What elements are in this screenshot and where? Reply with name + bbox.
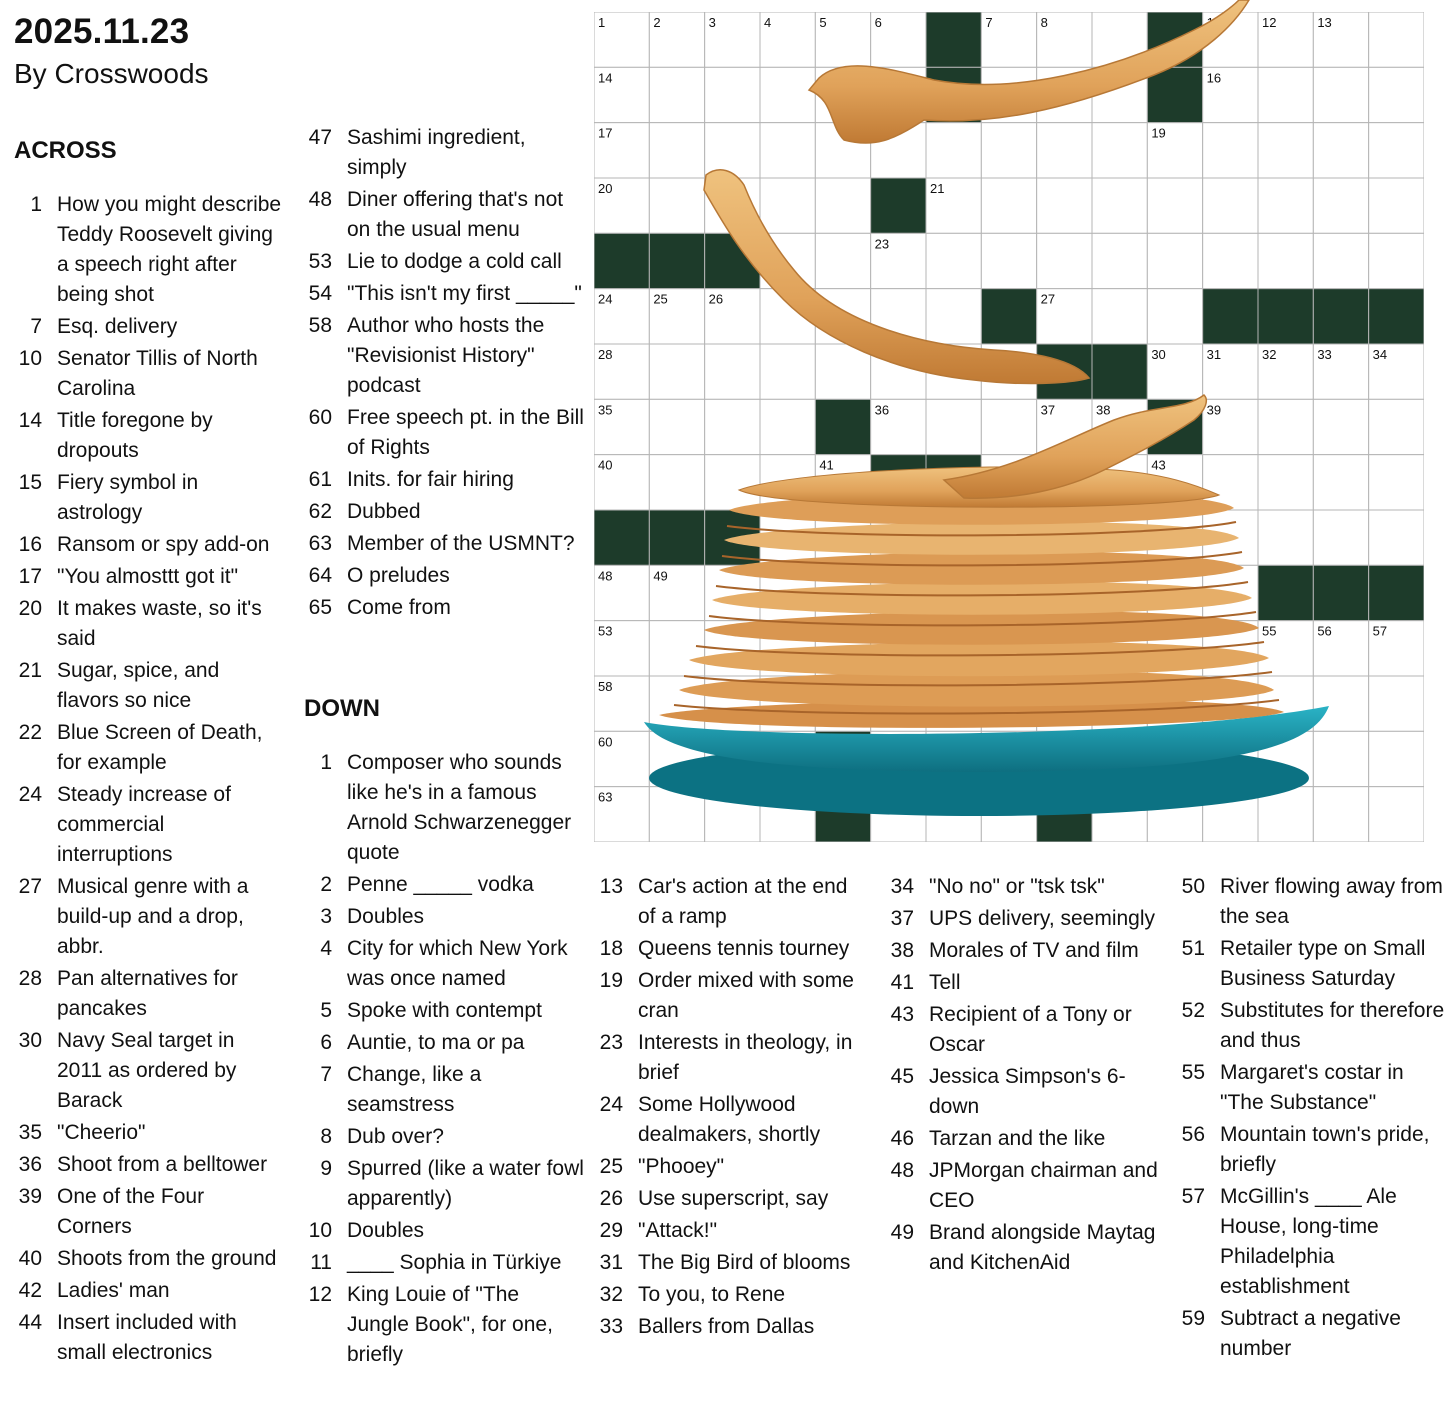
clue-number: 18 (599, 937, 623, 960)
clue-text: Order mixed with some cran (638, 969, 854, 1022)
cell-number: 48 (598, 568, 613, 584)
down-clue[interactable] (886, 1218, 1161, 1278)
down-clue-list-continued (595, 872, 870, 1344)
clue-number: 48 (890, 1159, 914, 1182)
cell-number: 28 (598, 347, 613, 362)
cell-number: 17 (598, 125, 613, 141)
down-clue[interactable] (886, 1062, 1161, 1122)
cell-number: 38 (1096, 402, 1111, 418)
cell-number: 43 (1151, 457, 1166, 473)
down-clue[interactable] (304, 1248, 586, 1278)
clue-number: 8 (320, 1125, 332, 1148)
clue-number: 48 (308, 188, 332, 211)
clue-number: 65 (308, 596, 332, 619)
across-clue[interactable] (304, 403, 586, 463)
clue-text: Margaret's costar in "The Substance" (1220, 1061, 1404, 1114)
down-clue[interactable] (304, 1280, 586, 1370)
clue-number: 45 (890, 1065, 914, 1088)
across-clue-list-continued (304, 123, 586, 625)
clue-number: 24 (18, 783, 42, 806)
cell-number: 53 (598, 623, 613, 639)
cell-number: 6 (874, 15, 882, 30)
across-clue[interactable] (14, 312, 284, 342)
across-clue[interactable] (14, 1026, 284, 1116)
clue-number: 53 (308, 250, 332, 273)
clue-number: 44 (18, 1311, 42, 1334)
down-clue[interactable] (886, 1000, 1161, 1060)
clue-text: Navy Seal target in 2011 as ordered by Barack (57, 1029, 237, 1112)
down-clue[interactable] (304, 1028, 586, 1058)
clue-text: Steady increase of commercial interruptions (57, 783, 231, 866)
across-clue[interactable] (14, 656, 284, 716)
clue-number: 34 (890, 875, 914, 898)
cell-number: 24 (598, 291, 613, 307)
cell-number: 16 (1206, 70, 1222, 86)
down-clue[interactable] (1177, 1058, 1452, 1118)
clue-text: Shoot from a belltower (57, 1153, 268, 1176)
clue-number: 43 (890, 1003, 914, 1026)
clue-text: It makes waste, so it's said (57, 597, 262, 650)
clue-number: 31 (599, 1251, 623, 1274)
across-clue[interactable] (304, 497, 586, 527)
crepe-stack-illustration (594, 0, 1424, 845)
across-clue[interactable] (14, 1182, 284, 1242)
cell-number: 3 (708, 15, 716, 30)
across-clue[interactable] (14, 190, 284, 310)
clue-text: Recipient of a Tony or Oscar (929, 1003, 1132, 1056)
cell-number: 40 (598, 457, 613, 473)
clue-text: Auntie, to ma or pa (347, 1031, 525, 1054)
down-clue-list (304, 748, 586, 1372)
cell-number: 41 (819, 457, 834, 473)
cell-number: 63 (598, 789, 613, 805)
clue-number: 37 (890, 907, 914, 930)
across-clue-list (14, 190, 284, 1370)
down-clue[interactable] (304, 1122, 586, 1152)
across-clue[interactable] (14, 468, 284, 528)
cell-number: 7 (985, 15, 993, 30)
across-clue[interactable] (14, 780, 284, 870)
clue-text: Ransom or spy add-on (57, 533, 270, 556)
clue-text: Jessica Simpson's 6-down (929, 1065, 1126, 1118)
across-clue[interactable] (14, 344, 284, 404)
across-clue[interactable] (14, 530, 284, 560)
flying-crepe-top (809, 0, 1249, 143)
clue-number: 51 (1181, 937, 1205, 960)
clue-text: Composer who sounds like he's in a famous Arnold Schwarzenegger quote (347, 751, 572, 864)
clue-text: "You almosttt got it" (57, 565, 239, 588)
clue-text: Pan alternatives for pancakes (57, 967, 238, 1020)
clue-number: 1 (30, 193, 42, 216)
down-clue[interactable] (1177, 872, 1452, 932)
clue-text: Dubbed (347, 500, 421, 523)
down-clue[interactable] (595, 934, 870, 964)
across-clue[interactable] (304, 247, 586, 277)
down-clue[interactable] (886, 968, 1161, 998)
clue-text: Come from (347, 596, 451, 619)
across-heading: ACROSS (14, 137, 117, 164)
clue-text: Substitutes for therefore and thus (1220, 999, 1445, 1052)
clue-text: Brand alongside Maytag and KitchenAid (929, 1221, 1156, 1274)
clue-text: ____ Sophia in Türkiye (347, 1251, 562, 1274)
crepe-stack (659, 467, 1284, 728)
cell-number: 26 (708, 291, 724, 307)
down-clue[interactable] (886, 936, 1161, 966)
clue-number: 55 (1181, 1061, 1205, 1084)
across-clue[interactable] (304, 279, 586, 309)
cell-number: 8 (1040, 15, 1048, 30)
clue-text: Mountain town's pride, briefly (1220, 1123, 1430, 1176)
clue-number: 15 (18, 471, 42, 494)
clue-text: Subtract a negative number (1220, 1307, 1401, 1360)
clue-number: 56 (1181, 1123, 1205, 1146)
clue-text: Retailer type on Small Business Saturday (1220, 937, 1426, 990)
clue-text: Ladies' man (57, 1279, 170, 1302)
clue-text: Sugar, spice, and flavors so nice (57, 659, 220, 712)
down-clue[interactable] (304, 870, 586, 900)
clue-text: Queens tennis tourney (638, 937, 850, 960)
cell-number: 49 (653, 568, 668, 584)
clue-text: Shoots from the ground (57, 1247, 277, 1270)
clue-text: Morales of TV and film (929, 939, 1139, 962)
clue-number: 26 (599, 1187, 623, 1210)
clue-text: Member of the USMNT? (347, 532, 575, 555)
clue-text: Fiery symbol in astrology (57, 471, 199, 524)
down-clue-list-continued (1177, 872, 1452, 1366)
puzzle-byline: By Crosswoods (14, 58, 209, 89)
clue-text: How you might describe Teddy Roosevelt giving a speech right after being shot (57, 193, 282, 306)
clue-text: Author who hosts the "Revisionist History" podcast (347, 314, 545, 397)
cell-number: 23 (874, 236, 890, 252)
clue-text: Tell (929, 971, 961, 994)
across-clue[interactable] (304, 561, 586, 591)
clue-text: Tarzan and the like (929, 1127, 1106, 1150)
clue-number: 16 (18, 533, 42, 556)
clue-text: Dub over? (347, 1125, 444, 1148)
clue-text: Inits. for fair hiring (347, 468, 514, 491)
clue-number: 7 (320, 1063, 332, 1086)
clue-text: Change, like a seamstress (347, 1063, 482, 1116)
cell-number: 55 (1262, 623, 1277, 639)
clue-number: 38 (890, 939, 914, 962)
across-clue[interactable] (304, 311, 586, 401)
clue-number: 61 (308, 468, 332, 491)
clue-number: 27 (18, 875, 42, 898)
cell-number: 36 (874, 402, 890, 418)
down-clue[interactable] (1177, 1120, 1452, 1180)
clue-text: Doubles (347, 1219, 425, 1242)
cell-number: 21 (930, 181, 945, 196)
clue-number: 21 (18, 659, 42, 682)
clue-number: 39 (18, 1185, 42, 1208)
down-clue[interactable] (595, 1152, 870, 1182)
across-clue[interactable] (14, 1150, 284, 1180)
clue-number: 29 (599, 1219, 623, 1242)
down-clue[interactable] (595, 872, 870, 932)
clue-number: 23 (599, 1031, 623, 1054)
clue-text: River flowing away from the sea (1220, 875, 1443, 928)
clue-text: "No no" or "tsk tsk" (929, 875, 1105, 898)
across-clue[interactable] (14, 1118, 284, 1148)
clue-text: Blue Screen of Death, for example (57, 721, 263, 774)
down-clue[interactable] (595, 1216, 870, 1246)
clue-number: 46 (890, 1127, 914, 1150)
clue-number: 19 (599, 969, 623, 992)
cell-number: 32 (1262, 347, 1277, 362)
down-clue[interactable] (304, 902, 586, 932)
cell-number: 1 (598, 15, 606, 30)
cell-number: 4 (764, 15, 772, 30)
clue-number: 13 (599, 875, 623, 898)
cell-number: 2 (653, 15, 661, 30)
down-clue[interactable] (1177, 1182, 1452, 1302)
clue-number: 41 (890, 971, 914, 994)
clue-text: Spurred (like a water fowl apparently) (347, 1157, 584, 1210)
clue-number: 17 (18, 565, 42, 588)
clue-text: Penne _____ vodka (347, 873, 534, 896)
down-clue[interactable] (595, 1312, 870, 1342)
clue-number: 52 (1181, 999, 1205, 1022)
down-clue[interactable] (886, 904, 1161, 934)
across-clue[interactable] (304, 529, 586, 559)
clue-number: 40 (18, 1247, 42, 1270)
clue-number: 10 (18, 347, 42, 370)
clue-text: Title foregone by dropouts (57, 409, 213, 462)
clue-text: Diner offering that's not on the usual menu (347, 188, 564, 241)
clue-number: 24 (599, 1093, 623, 1116)
clue-number: 36 (18, 1153, 42, 1176)
clue-number: 20 (18, 597, 42, 620)
clue-number: 63 (308, 532, 332, 555)
clue-text: Use superscript, say (638, 1187, 829, 1210)
clue-text: Lie to dodge a cold call (347, 250, 562, 273)
clue-text: Musical genre with a build-up and a drop, abbr. (57, 875, 249, 958)
clue-number: 35 (18, 1121, 42, 1144)
across-clue[interactable] (14, 594, 284, 654)
clue-number: 1 (320, 751, 332, 774)
down-clue[interactable] (304, 1154, 586, 1214)
cell-number: 39 (1206, 402, 1222, 418)
cell-number: 60 (598, 734, 613, 750)
clue-number: 12 (308, 1283, 332, 1306)
cell-number: 13 (1317, 15, 1332, 30)
clue-text: Doubles (347, 905, 425, 928)
clue-number: 2 (320, 873, 332, 896)
clue-text: The Big Bird of blooms (638, 1251, 851, 1274)
clue-text: Ballers from Dallas (638, 1315, 815, 1338)
down-clue[interactable] (595, 1028, 870, 1088)
down-clue[interactable] (595, 1090, 870, 1150)
down-clue[interactable] (595, 1280, 870, 1310)
cell-number: 37 (1040, 402, 1056, 418)
cell-number: 57 (1372, 623, 1388, 639)
cell-number: 5 (819, 15, 827, 30)
clue-number: 62 (308, 500, 332, 523)
clue-text: City for which New York was once named (347, 937, 568, 990)
cell-number: 33 (1317, 347, 1332, 362)
cell-number: 34 (1372, 347, 1388, 362)
flying-crepe-middle (704, 170, 1089, 384)
clue-number: 22 (18, 721, 42, 744)
across-clue[interactable] (304, 123, 586, 183)
down-clue[interactable] (595, 966, 870, 1026)
clue-number: 58 (308, 314, 332, 337)
clue-number: 30 (18, 1029, 42, 1052)
down-clue-list-continued (886, 872, 1161, 1280)
clue-text: Some Hollywood dealmakers, shortly (638, 1093, 821, 1146)
clue-number: 42 (18, 1279, 42, 1302)
clue-number: 11 (310, 1251, 332, 1274)
down-clue[interactable] (1177, 996, 1452, 1056)
clue-number: 32 (599, 1283, 623, 1306)
clue-number: 33 (599, 1315, 623, 1338)
clue-text: Car's action at the end of a ramp (638, 875, 848, 928)
down-clue[interactable] (304, 996, 586, 1026)
down-clue[interactable] (1177, 1304, 1452, 1364)
clue-number: 49 (890, 1221, 914, 1244)
clue-text: UPS delivery, seemingly (929, 907, 1156, 930)
clue-text: Interests in theology, in brief (638, 1031, 853, 1084)
clue-number: 9 (320, 1157, 332, 1180)
down-clue[interactable] (886, 872, 1161, 902)
clue-number: 14 (18, 409, 42, 432)
cell-number: 14 (598, 70, 613, 86)
clue-number: 4 (320, 937, 332, 960)
clue-number: 60 (308, 406, 332, 429)
cell-number: 19 (1151, 125, 1166, 141)
clue-text: King Louie of "The Jungle Book", for one, briefly (347, 1283, 553, 1366)
cell-number: 31 (1206, 347, 1222, 362)
cell-number: 25 (653, 291, 668, 307)
down-clue[interactable] (304, 934, 586, 994)
cell-number: 12 (1262, 15, 1277, 30)
clue-text: "Cheerio" (57, 1121, 146, 1144)
clue-number: 5 (320, 999, 332, 1022)
clue-number: 54 (308, 282, 332, 305)
clue-number: 59 (1181, 1307, 1205, 1330)
down-clue[interactable] (595, 1184, 870, 1214)
down-clue[interactable] (304, 748, 586, 868)
cell-number: 58 (598, 679, 613, 694)
puzzle-date: 2025.11.23 (14, 12, 190, 51)
across-clue[interactable] (14, 406, 284, 466)
across-clue[interactable] (304, 593, 586, 623)
cell-number: 30 (1151, 347, 1166, 362)
across-clue[interactable] (14, 1244, 284, 1274)
clue-number: 50 (1181, 875, 1205, 898)
across-clue[interactable] (304, 185, 586, 245)
clue-text: Sashimi ingredient, simply (347, 126, 526, 179)
clue-number: 25 (599, 1155, 623, 1178)
clue-text: To you, to Rene (638, 1283, 786, 1306)
clue-number: 57 (1181, 1185, 1205, 1208)
down-clue[interactable] (595, 1248, 870, 1278)
clue-text: "Attack!" (638, 1219, 718, 1242)
cell-number: 27 (1040, 291, 1056, 307)
clue-text: Insert included with small electronics (57, 1311, 237, 1364)
clue-number: 6 (320, 1031, 332, 1054)
clue-text: Spoke with contempt (347, 999, 542, 1022)
clue-text: Esq. delivery (57, 315, 178, 338)
clue-text: O preludes (347, 564, 450, 587)
clue-text: Free speech pt. in the Bill of Rights (347, 406, 584, 459)
clue-text: Senator Tillis of North Carolina (57, 347, 258, 400)
cell-number: 35 (598, 402, 613, 418)
clue-text: JPMorgan chairman and CEO (929, 1159, 1158, 1212)
clue-number: 10 (308, 1219, 332, 1242)
cell-number: 20 (598, 181, 613, 196)
across-clue[interactable] (304, 465, 586, 495)
down-clue[interactable] (304, 1060, 586, 1120)
cell-number: 56 (1317, 623, 1332, 639)
clue-text: "This isn't my first _____" (347, 282, 582, 305)
clue-text: McGillin's ____ Ale House, long-time Philadelphia establishment (1220, 1185, 1397, 1298)
across-clue[interactable] (14, 1308, 284, 1368)
down-heading: DOWN (304, 695, 380, 722)
across-clue[interactable] (14, 562, 284, 592)
across-clue[interactable] (14, 964, 284, 1024)
down-clue[interactable] (304, 1216, 586, 1246)
across-clue[interactable] (14, 1276, 284, 1306)
clue-number: 3 (320, 905, 332, 928)
down-clue[interactable] (886, 1124, 1161, 1154)
clue-text: "Phooey" (638, 1155, 725, 1178)
clue-number: 47 (308, 126, 332, 149)
clue-text: One of the Four Corners (57, 1185, 205, 1238)
across-clue[interactable] (14, 718, 284, 778)
clue-number: 7 (30, 315, 42, 338)
down-clue[interactable] (1177, 934, 1452, 994)
clue-number: 28 (18, 967, 42, 990)
across-clue[interactable] (14, 872, 284, 962)
down-clue[interactable] (886, 1156, 1161, 1216)
clue-number: 64 (308, 564, 332, 587)
